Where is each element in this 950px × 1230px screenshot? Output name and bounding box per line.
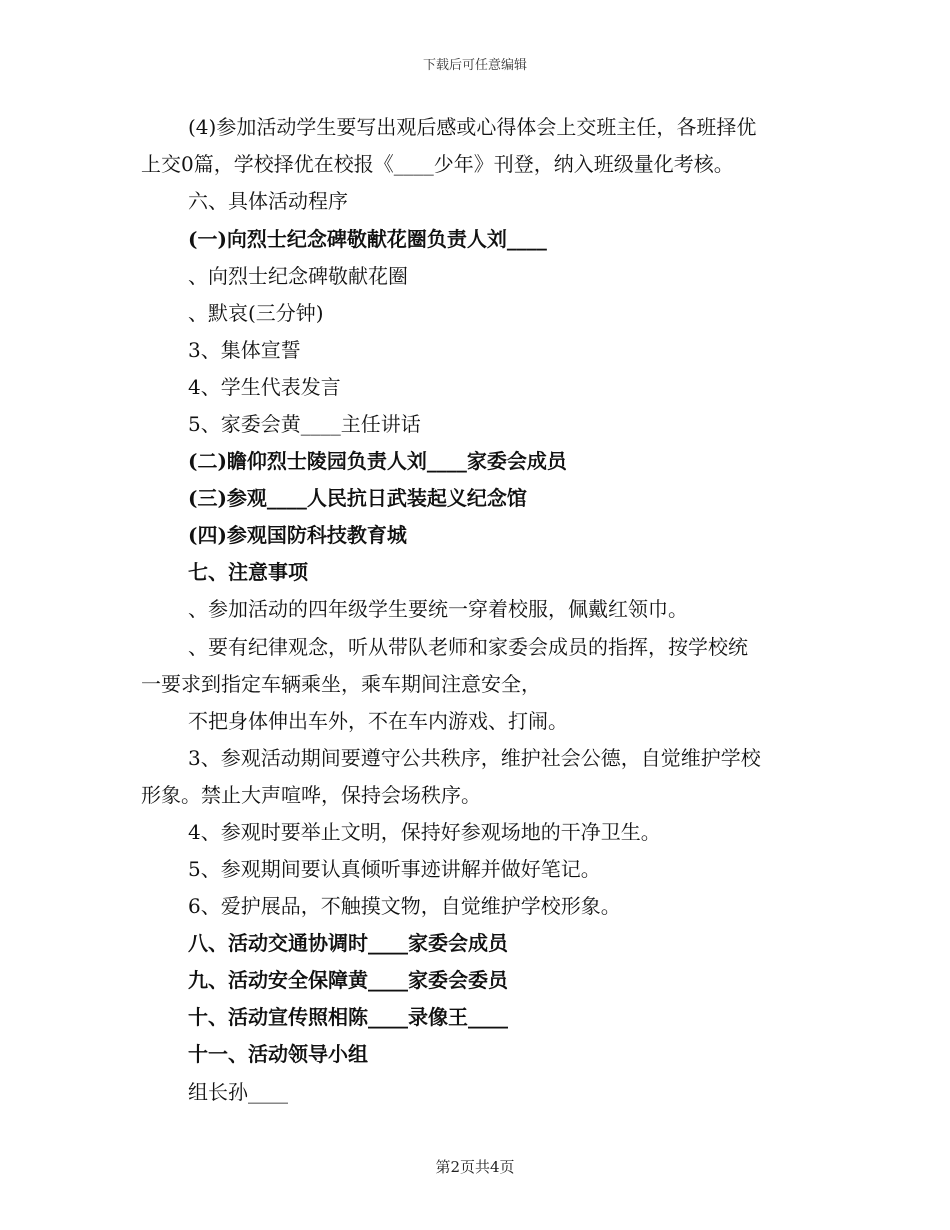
- page-footer: 第2页共4页: [435, 1158, 515, 1176]
- section-heading: 六、具体活动程序: [188, 189, 348, 213]
- paragraph-line: 不把身体伸出车外，不在车内游戏、打闹。: [188, 709, 568, 733]
- list-item: 4、学生代表发言: [188, 375, 341, 399]
- subsection-heading: (一)向烈士纪念碑敬献花圈负责人刘____: [188, 227, 547, 251]
- section-heading: 十一、活动领导小组: [188, 1042, 368, 1066]
- paragraph-line: (4)参加活动学生要写出观后感或心得体会上交班主任，各班择优: [188, 115, 757, 139]
- paragraph-line: 形象。禁止大声喧哗，保持会场秩序。: [141, 783, 481, 807]
- subsection-heading: (三)参观____人民抗日武装起义纪念馆: [188, 486, 527, 510]
- paragraph-line: 上交0篇，学校择优在校报《____少年》刊登，纳入班级量化考核。: [141, 152, 734, 176]
- list-item: 5、家委会黄____主任讲话: [188, 412, 421, 436]
- list-item: 、要有纪律观念，听从带队老师和家委会成员的指挥，按学校统: [188, 635, 748, 659]
- page-header: 下载后可任意编辑: [422, 58, 527, 73]
- paragraph-line: 一要求到指定车辆乘坐，乘车期间注意安全，: [141, 672, 541, 696]
- paragraph-line: 组长孙____: [188, 1080, 288, 1104]
- list-item: 3、集体宣誓: [188, 338, 301, 362]
- subsection-heading: (二)瞻仰烈士陵园负责人刘____家委会成员: [188, 449, 567, 473]
- list-item: 、默哀(三分钟): [188, 301, 324, 325]
- subsection-heading: (四)参观国防科技教育城: [188, 523, 407, 547]
- section-heading: 七、注意事项: [188, 560, 308, 584]
- list-item: 、向烈士纪念碑敬献花圈: [188, 264, 408, 288]
- section-heading: 十、活动宣传照相陈____录像王____: [188, 1005, 508, 1029]
- section-heading: 九、活动安全保障黄____家委会委员: [188, 968, 508, 992]
- list-item: 5、参观期间要认真倾听事迹讲解并做好笔记。: [188, 857, 601, 881]
- section-heading: 八、活动交通协调时____家委会成员: [188, 931, 508, 955]
- list-item: 6、爱护展品，不触摸文物，自觉维护学校形象。: [188, 894, 621, 918]
- list-item: 4、参观时要举止文明，保持好参观场地的干净卫生。: [188, 820, 661, 844]
- list-item: 、参加活动的四年级学生要统一穿着校服，佩戴红领巾。: [188, 597, 688, 621]
- list-item: 3、参观活动期间要遵守公共秩序，维护社会公德，自觉维护学校: [188, 746, 761, 770]
